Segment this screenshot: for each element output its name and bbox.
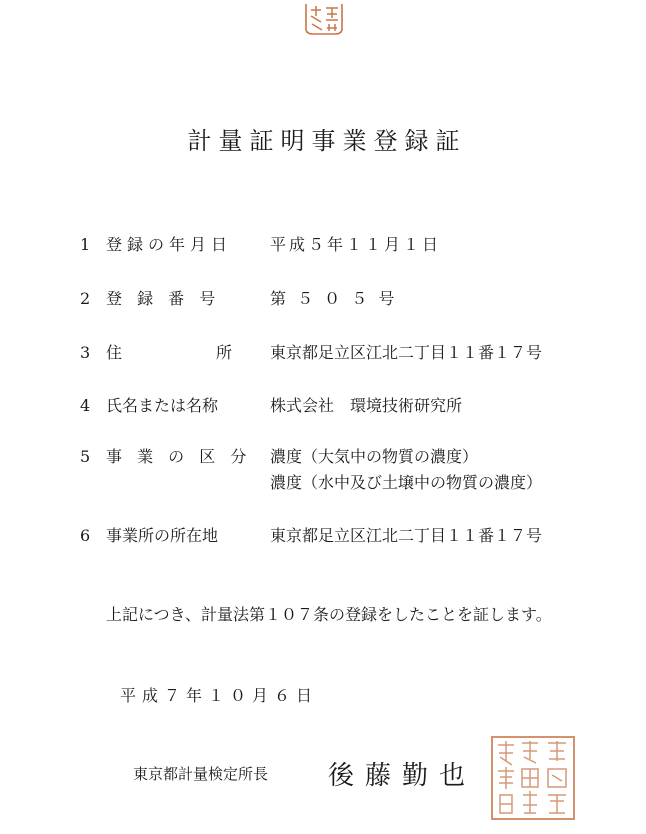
document-title: 計量証明事業登録証 [187,127,467,155]
item-label: 登 録 番 号 [106,289,221,308]
signer-name: 後藤勤也 [328,761,477,791]
item-value: 濃度（大気中の物質の濃度） [270,447,479,466]
item-label: 事業所の所在地 [106,526,219,545]
item-number: 6 [80,526,91,545]
item-number: 3 [80,343,91,362]
item-label: 登録の年月日 [106,235,233,254]
item-label-left: 住 [106,343,123,362]
item-value: 第 ５ ０ ５ 号 [270,289,398,308]
item-label-right: 所 [215,343,232,362]
certification-statement: 上記につき、計量法第１０７条の登録をしたことを証します。 [106,605,552,624]
item-value: 東京都足立区江北二丁目１１番１７号 [270,526,543,545]
top-seal-stamp [303,2,345,36]
official-seal-stamp [490,735,576,821]
item-number: 5 [80,447,91,466]
item-label: 氏名または名称 [106,396,219,415]
item-label [106,342,232,364]
item-value: 東京都足立区江北二丁目１１番１７号 [270,343,543,362]
item-value: 株式会社 環境技術研究所 [270,396,463,415]
item-number: 1 [80,235,91,254]
issue-date: 平成７年１０月６日 [120,686,319,705]
issuer-title: 東京都計量検定所長 [133,765,269,783]
item-value: 平成５年１１月１日 [270,235,442,254]
item-number: 4 [80,396,91,415]
item-value-second: 濃度（水中及び土壌中の物質の濃度） [270,473,543,492]
item-number: 2 [80,289,91,308]
item-label: 事 業 の 区 分 [106,447,252,466]
